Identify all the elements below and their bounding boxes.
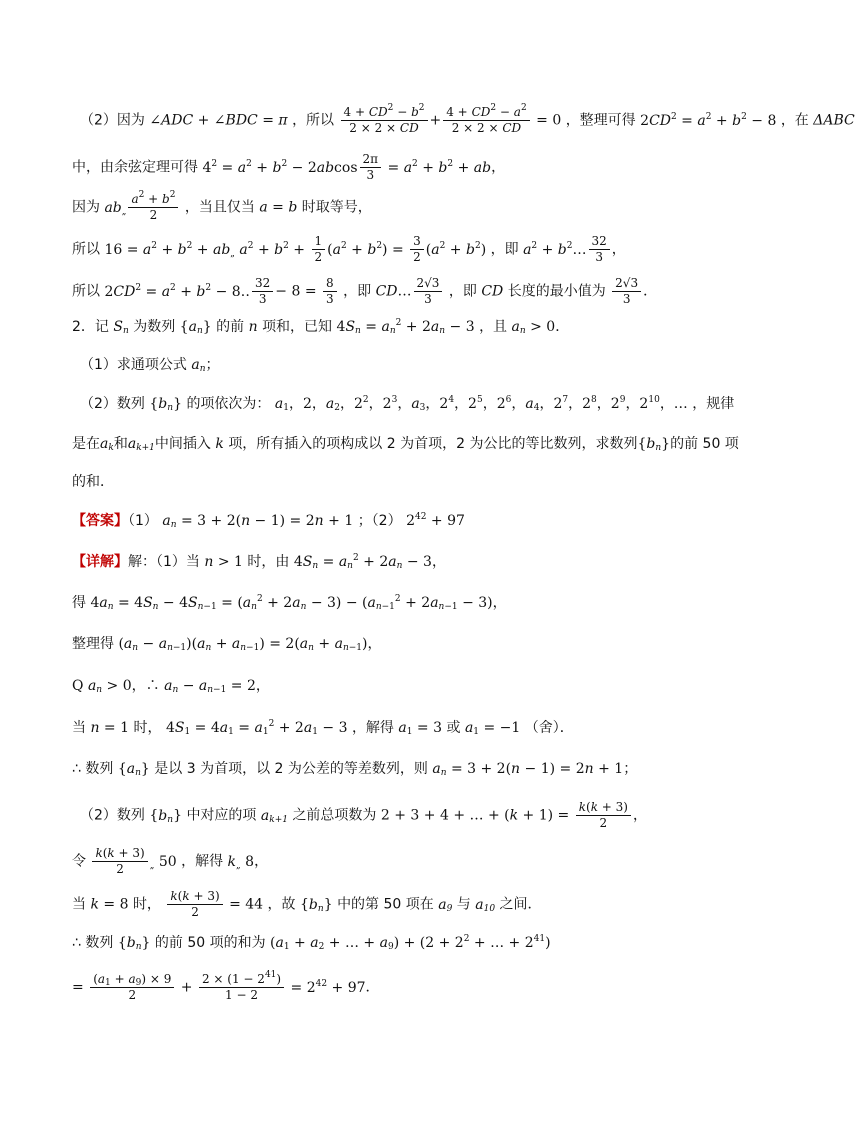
- text-line: 中，由余弦定理可得 $4^2 = a^2 + b^2 - 2abcos$ $\frac{2\pi}{3}$ = $a^2 + b^2$ + ab，: [72, 152, 506, 182]
- fraction: $\frac{32}{3}$: [589, 234, 610, 265]
- fraction: $\frac{2√3}{3}$: [612, 276, 641, 307]
- detail-tag: 【详解】: [72, 554, 128, 570]
- text: 所以: [72, 283, 100, 300]
- text: 和: [113, 436, 128, 452]
- text: 中的第 50 项在: [337, 896, 434, 913]
- text: ，即: [448, 283, 477, 300]
- question-line: （1）求通项公式 $a_n$；: [80, 357, 220, 374]
- text: 项和，已知: [262, 319, 333, 335]
- text: ，规律: [692, 396, 735, 412]
- question-line: [72, 472, 732, 492]
- text: 中间插入: [154, 436, 211, 452]
- text: ，当且仅当: [184, 199, 255, 216]
- text: 得: [72, 595, 86, 611]
- fraction: $\frac{4 + CD^2 - a^2}{2 \times 2 \times CD}$: [443, 105, 529, 136]
- text: 是在: [72, 436, 100, 452]
- text: ，即: [490, 241, 519, 258]
- fraction: $\frac{8}{3}$: [323, 276, 337, 307]
- fraction: $\frac{4 + CD^2 - b^2}{2 \times 2 \times CD}$: [341, 105, 428, 136]
- detail-line: 【详解】解：（1）当 n > 1 时，由 $4S_n = a_n^2 + 2a_n - 3$，: [72, 553, 446, 571]
- text: 的前 50 项: [670, 436, 739, 452]
- text: 2．记: [72, 319, 109, 335]
- text: 解：（1）当: [128, 554, 200, 570]
- text: 或: [446, 720, 461, 736]
- text: ，故: [267, 896, 296, 913]
- fraction: $\frac{3}{2}$: [410, 234, 424, 265]
- detail-line: ∴ 数列 $\{b_n\}$ 的前 50 项的和为 ($a_1 + a_2$ + … + $a_9) + (2 + 2^2$ + … + $2^{41}$): [72, 934, 551, 952]
- fraction: $\frac{a^2 + b^2}{2}$: [128, 192, 178, 223]
- text: ，解得: [181, 853, 224, 870]
- text: 因为: [72, 199, 100, 216]
- text: （2）数列: [80, 396, 145, 412]
- text-line: 因为 $ab_„$ $\frac{a^2 + b^2}{2}$ ，当且仅当 a = b 时取等号，: [72, 190, 372, 222]
- answer-tag: 【答案】: [72, 513, 128, 529]
- text: 时取等号，: [301, 199, 372, 216]
- fraction: $\frac{2 \times (1 - 2^{41})}{1 - 2}$: [199, 972, 284, 1003]
- text: 的前: [216, 319, 245, 335]
- fraction: $\frac{32}{3}$: [252, 276, 273, 307]
- fraction: $\frac{k(k + 3)}{2}$: [92, 846, 147, 877]
- text: 为数列: [133, 319, 176, 335]
- text: 的前 50 项的和为: [154, 935, 266, 951]
- question-line: 是在$a_k$和$a_{k+1}$中间插入 k 项，所有插入的项构成以 2 为首项，2 为公比的等比数列，求数列$\{b_n\}$的前 50 项: [72, 436, 739, 453]
- text: 整理得: [72, 636, 114, 652]
- text: 长度的最小值为: [507, 283, 606, 300]
- text: ；（2）: [357, 513, 402, 529]
- text: 的和．: [72, 474, 114, 490]
- fraction: $\frac{2√3}{3}$: [414, 276, 443, 307]
- question-line: 2．记 $S_n$ 为数列 $\{a_n\}$ 的前 n 项和，已知 $4S_n = a_n^2 + 2a_n - 3$ ，且 $a_n > 0$．: [72, 318, 570, 336]
- detail-line: Q $a_n > 0$，∴ $a_n - a_{n-1} = 2$，: [72, 678, 270, 695]
- detail-line: （2）数列 $\{b_n\}$ 中对应的项 $a_{k+1}$ 之前总项数为 2 + 3 + 4 + … + (k + 1) = $\frac{k(k + 3)}{2}$ ，: [80, 800, 647, 830]
- fraction: $\frac{1}{2}$: [312, 234, 326, 265]
- text: ，即: [343, 283, 372, 300]
- text: ∴ 数列: [72, 935, 114, 951]
- text: ，在: [780, 112, 809, 129]
- text: 当: [72, 720, 86, 736]
- text: 中对应的项: [186, 807, 257, 824]
- text: （2）数列: [80, 807, 145, 824]
- text-line: 所以 $2CD^2 = a^2 + b^2$ − 8‥ $\frac{32}{3}$ − 8 = $\frac{8}{3}$ ，即 CD… $\frac{2√3}{3}$ ，即 CD 长度的最小值为 $\frac{2√3}{3}$ ．: [72, 276, 658, 306]
- fraction: $\frac{2\pi}{3}$: [360, 152, 382, 183]
- text: 之间．: [499, 896, 542, 913]
- detail-line: = $\frac{(a_1 + a_9) \times 9}{2}$ + $\frac{2 \times (1 - 2^{41})}{1 - 2}$ = $2^{42} + 97$．: [72, 970, 380, 1002]
- text: 项，所有插入的项构成以 2 为首项，2 为公比的等比数列，求数列: [228, 436, 638, 452]
- fraction: $\frac{k(k + 3)}{2}$: [576, 800, 631, 831]
- detail-line: ∴ 数列 $\{a_n\}$ 是以 3 为首项，以 2 为公差的等差数列，则 $a_n = 3 + 2(n - 1) = 2n + 1$；: [72, 761, 638, 778]
- text: ，所以: [292, 112, 335, 129]
- text: （1）: [128, 513, 158, 529]
- text: ，整理可得: [565, 112, 636, 129]
- fraction: $\frac{k(k + 3)}{2}$: [167, 889, 222, 920]
- text: （舍）．: [524, 720, 574, 736]
- text: 时，: [132, 896, 161, 913]
- question-line: （2）数列 $\{b_n\}$ 的项依次为： $a_1$，2，$a_2$，$2^2$，$2^3$，$a_3$，$2^4$，$2^5$，$2^6$，$a_4$，$2^7$，$2^8$，$2^9$，$2^{10}$，… ，规律: [80, 395, 735, 413]
- text: 中，由余弦定理可得: [72, 159, 198, 176]
- text: 时，: [133, 720, 162, 736]
- text: 当: [72, 896, 86, 913]
- answer-line: 【答案】（1） $a_n = 3 + 2(n - 1) = 2n + 1$ ；（2） $2^{42} + 97$: [72, 512, 465, 530]
- text: （2）因为: [80, 112, 145, 129]
- text: 是以 3 为首项，以 2 为公差的等差数列，则: [154, 761, 428, 777]
- text: ，且: [479, 319, 508, 335]
- detail-line: 得 $4a_n = 4S_n - 4S_{n-1} = (a_n^2 + 2a_n - 3) - (a_{n-1}^2 + 2a_{n-1} - 3)$，: [72, 594, 507, 612]
- text: 与: [456, 896, 471, 913]
- text-line: 所以 $16 = a^2 + b^2 + ab_„$ $a^2 + b^2$ + $\frac{1}{2}$ $(a^2 + b^2)$ = $\frac{3}{2}$ $(a^2 + b^2)$ ，即 $a^2$ + $b^2\dots$ $\frac{32}{3}$ ，: [72, 234, 626, 264]
- fraction: $\frac{(a_1 + a_9) \times 9}{2}$: [90, 972, 174, 1003]
- text: 所以: [72, 241, 100, 258]
- text: 之前总项数为: [292, 807, 377, 824]
- text: ∴ 数列: [72, 761, 114, 777]
- text: ，解得: [351, 720, 394, 736]
- text: （1）求通项公式: [80, 357, 187, 373]
- text-line: （2）因为 ∠ADC + ∠BDC = π ，所以 $\frac{4 + CD^2 - b^2}{2 \times 2 \times CD}$ + $\frac{4 + CD^2 - a^2}{2 \times 2 \times CD}$ = 0 ，整理可得 $2CD^2 = a^2 + b^2 - 8$ ，在 ΔABC: [80, 103, 855, 135]
- detail-line: 当 n = 1 时， $4S_1 = 4a_1 = a_1^2 + 2a_1 - 3$ ，解得 $a_1 = 3$ 或 $a_1 = -1$ （舍）．: [72, 719, 574, 737]
- text: 的项依次为：: [186, 396, 271, 412]
- detail-line: 整理得 $(a_n - a_{n-1})(a_n + a_{n-1}) = 2(a_n + a_{n-1})$，: [72, 636, 382, 653]
- detail-line: 令 $\frac{k(k + 3)}{2}$ $_„$ 50 ，解得 $k_„$ 8，: [72, 846, 269, 876]
- text: 时，由: [247, 554, 290, 570]
- text: 令: [72, 853, 86, 870]
- detail-line: 当 k = 8 时， $\frac{k(k + 3)}{2}$ = 44 ，故 $\{b_n\}$ 中的第 50 项在 $a_9$ 与 $a_{10}$ 之间．: [72, 889, 542, 919]
